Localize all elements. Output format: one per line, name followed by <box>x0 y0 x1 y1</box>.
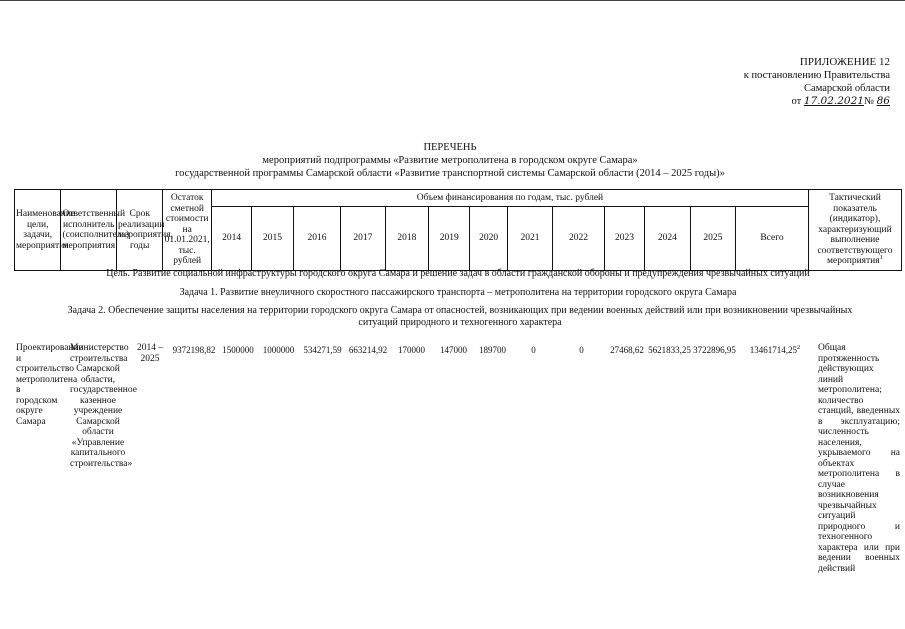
date-prefix: от <box>791 96 802 107</box>
header-term: Срок реализации мероприятия, годы <box>117 190 163 271</box>
task-2-line-1: Задача 2. Обеспечение защиты населения на территории городского округа Самара от опасностей, возникающих при ведении военных действий или при возникновении чрезвычайных <box>67 305 853 316</box>
row-value-2021: 0 <box>531 345 536 355</box>
row-indicator: Общая протяженность действующих линий метрополитена; количество станций, введенных в эксплуатацию; численность населения, укрываемого на объектах метрополитена в случае возникновения чрезвычайных ситуаций природного и техногенного характера или при ведении военных действий <box>818 343 900 574</box>
row-name: Проектирование и строительство метрополитена в городском округе Самара <box>16 343 83 427</box>
header-year: 2017 <box>341 207 385 271</box>
row-value-2025: 3722896,95 <box>693 345 736 355</box>
header-indicator-note: 1 <box>879 254 883 262</box>
number-sign: № <box>863 96 874 107</box>
row-total-note: 2 <box>797 344 801 351</box>
title-program: государственной программы Самарской области «Развитие транспортной системы Самарской области (2014 – 2025 годы)» <box>175 168 725 179</box>
row-term: 2014 – 2025 <box>136 343 164 364</box>
header-year: 2024 <box>645 207 690 271</box>
document-title <box>150 141 750 180</box>
header-year: 2023 <box>604 207 644 271</box>
row-value-2024: 5621833,25 <box>648 345 691 355</box>
header-responsible: Ответственный исполнитель (соисполнитель) мероприятия <box>61 190 117 271</box>
header-year: 2015 <box>252 207 293 271</box>
header-indicator-text: Тактический показатель (индикатор), характеризующий выполнение соответствующего мероприятия <box>817 193 893 267</box>
appendix-number: ПРИЛОЖЕНИЕ 12 <box>799 56 890 68</box>
row-value-2014: 1500000 <box>222 345 254 355</box>
row-value-2015: 1000000 <box>262 345 295 355</box>
row-value-total <box>740 345 810 355</box>
appendix-date-line <box>700 95 890 108</box>
title-subprogram: мероприятий подпрограммы «Развитие метрополитена в городском округе Самара» <box>262 155 638 166</box>
header-year: 2019 <box>429 207 470 271</box>
header-year: 2014 <box>211 207 251 271</box>
header-year: 2016 <box>293 207 340 271</box>
appendix-resolution: к постановлению Правительства <box>743 70 890 81</box>
measures-table-header <box>14 189 902 271</box>
header-indicator <box>808 190 901 271</box>
header-name: Наименование цели, задачи, мероприятия <box>15 190 61 271</box>
header-year: 2020 <box>470 207 507 271</box>
header-financing: Объем финансирования по годам, тыс. рублей <box>211 190 808 207</box>
row-value-2018: 170000 <box>398 345 425 355</box>
header-balance: Остаток сметной стоимости на 01.01.2021, тыс. рублей <box>163 190 211 271</box>
page-top-rule <box>0 0 905 1</box>
task-1-text: Задача 1. Развитие внеуличного скоростного пассажирского транспорта – метрополитена на территории городского округа Самара <box>179 287 737 298</box>
row-responsible: Министерство строительства Самарской области, государственное казенное учреждение Самарской области «Управление капитального строительства» <box>70 343 137 469</box>
row-balance: 9372198,82 <box>172 345 216 355</box>
date-handwritten: 17.02.2021 <box>803 95 864 107</box>
task-2-line-2: ситуаций природного и техногенного характера <box>358 317 562 328</box>
number-handwritten: 86 <box>876 95 890 107</box>
row-value-2023: 27468,62 <box>610 345 644 355</box>
header-year: 2018 <box>385 207 428 271</box>
header-year: 2022 <box>553 207 605 271</box>
header-year: 2025 <box>690 207 735 271</box>
row-value-2019: 147000 <box>440 345 467 355</box>
appendix-block <box>700 56 890 108</box>
row-total-value: 13461714,25 <box>749 345 797 355</box>
header-year: 2021 <box>507 207 552 271</box>
goal-text: Цель. Развитие социальной инфраструктуры городского округа Самара и решение задач в области гражданской обороны и предупреждения чрезвычайных ситуаций <box>106 268 810 279</box>
row-value-2017: 663214,92 <box>348 345 388 355</box>
row-value-2016: 534271,59 <box>303 345 342 355</box>
appendix-region: Самарской области <box>804 83 890 94</box>
title-heading: ПЕРЕЧЕНЬ <box>423 142 477 153</box>
header-total: Всего <box>736 207 809 271</box>
row-value-2020: 189700 <box>479 345 506 355</box>
row-value-2022: 0 <box>579 345 584 355</box>
task-2-text <box>60 305 860 329</box>
